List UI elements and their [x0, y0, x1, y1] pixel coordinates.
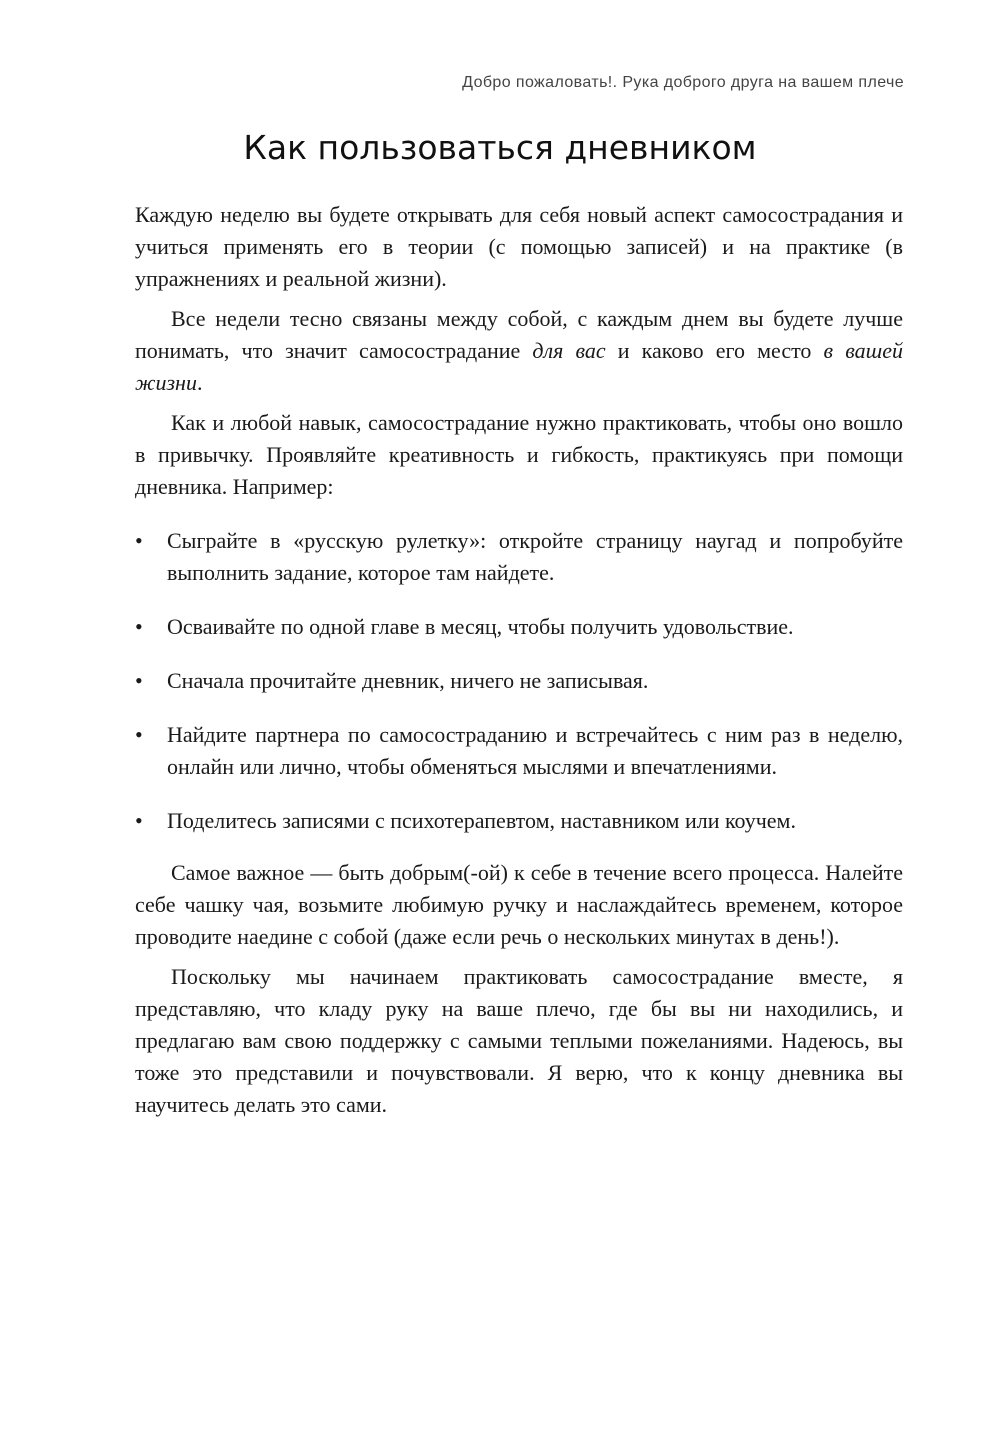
list-item [135, 525, 903, 589]
bullet-mark: • [135, 808, 143, 833]
list-item [135, 719, 903, 783]
paragraph-weeks [135, 303, 903, 399]
page-title: Как пользоваться дневником [243, 128, 757, 167]
list-item-text: Поделитесь записями с психотерапевтом, наставником или коучем. [167, 808, 796, 833]
paragraph-weeks-emphasis-2: в вашей жизни [135, 338, 903, 395]
paragraph-weeks-text-1: Все недели тесно связаны между собой, с каждым днем вы будете лучше понимать, что значит самосострадание [135, 306, 903, 363]
paragraph-weeks-text-2: и каково его место [605, 338, 824, 363]
list-item [135, 611, 903, 643]
bullet-mark: • [135, 722, 143, 747]
paragraph-intro: Каждую неделю вы будете открывать для себя новый аспект самосострадания и учиться применять его в теории (с помощью записей) и на практике (в упражнениях и реальной жизни). [135, 202, 903, 291]
paragraph-together: Поскольку мы начинаем практиковать самосострадание вместе, я представляю, что кладу руку на ваше плечо, где бы вы ни находились, и предлагаю вам свою поддержку с самыми теплыми пожеланиями. Надеюсь, вы тоже это представили и почувствовали. Я верю, что к концу дневника вы научитесь делать это сами. [135, 964, 903, 1117]
list-item [135, 665, 903, 697]
bullet-mark: • [135, 528, 143, 553]
paragraph-practice: Как и любой навык, самосострадание нужно практиковать, чтобы оно вошло в привычку. Проявляйте креативность и гибкость, практикуясь при помощи дневника. Например: [135, 410, 903, 499]
list-item-text: Сначала прочитайте дневник, ничего не записывая. [167, 668, 649, 693]
list-item-text: Найдите партнера по самосостраданию и встречайтесь с ним раз в неделю, онлайн или лично, чтобы обменяться мыслями и впечатлениями. [167, 722, 903, 779]
running-header: Добро пожаловать!. Рука доброго друга на вашем плече [462, 74, 904, 91]
list-item-text: Сыграйте в «русскую рулетку»: откройте страницу наугад и попробуйте выполнить задание, которое там найдете. [167, 528, 903, 585]
paragraph-weeks-text-3: . [196, 370, 203, 395]
body-text [135, 199, 903, 1121]
paragraph-weeks-emphasis-1: для вас [532, 338, 606, 363]
list-item [135, 805, 903, 837]
bullet-mark: • [135, 614, 143, 639]
bullet-mark: • [135, 668, 143, 693]
tips-list [135, 525, 903, 837]
list-item-text: Осваивайте по одной главе в месяц, чтобы получить удовольствие. [167, 614, 794, 639]
paragraph-kindness: Самое важное — быть добрым(-ой) к себе в течение всего процесса. Налейте себе чашку чая, возьмите любимую ручку и наслаждайтесь временем, которое проводите наедине с собой (даже если речь о нескольких минутах в день!). [135, 860, 903, 949]
